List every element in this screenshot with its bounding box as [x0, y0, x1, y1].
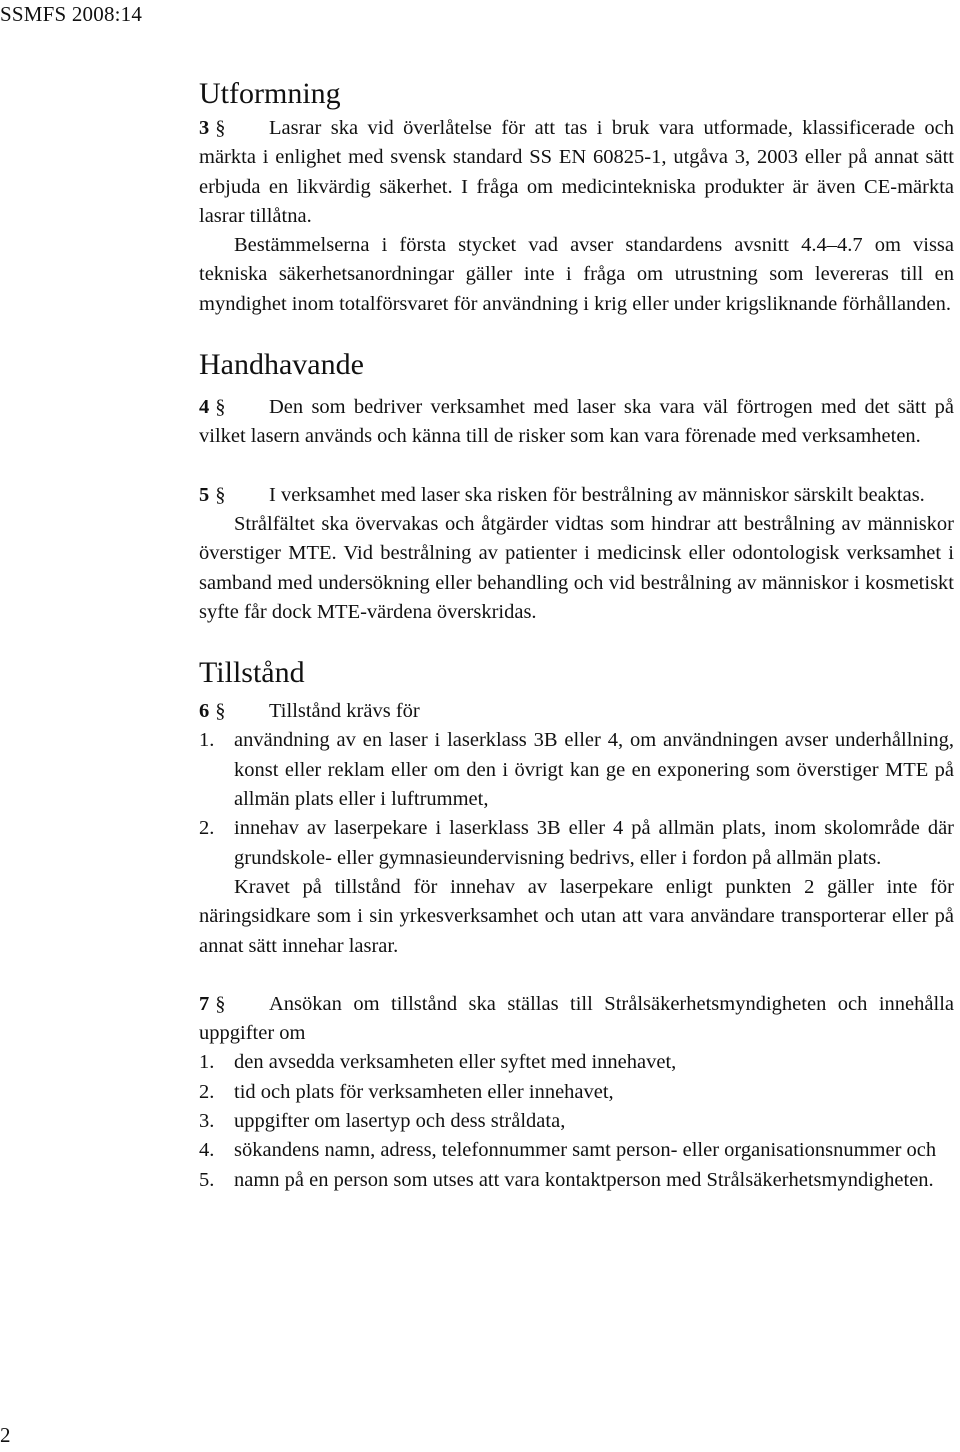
paragraph-6-cont: Kravet på tillstånd för innehav av laserpekare enligt punkten 2 gäller inte för näringsidkare som i sin yrkesverksamhet och utan att vara användare transporterar eller på annat sätt innehar lasrar.	[199, 875, 954, 957]
list-7	[199, 1048, 954, 1194]
paragraph-6	[199, 697, 954, 726]
section-symbol: §	[215, 396, 226, 419]
paragraph-4	[199, 393, 954, 452]
paragraph-5	[199, 481, 954, 510]
list-item: 2. innehav av laserpekare i laserklass 3B eller 4 på allmän plats, inom skolområde där grundskole- eller gymnasieundervisning bedrivs, eller i fordon på allmän plats.	[199, 817, 954, 869]
section-heading-handhavande: Handhavande	[199, 348, 364, 382]
paragraph-7	[199, 990, 954, 1049]
paragraph-text: I verksamhet med laser ska risken för bestrålning av människor särskilt beaktas.	[269, 483, 925, 506]
section-symbol: §	[215, 483, 226, 506]
list-item: 4. sökandens namn, adress, telefonnummer samt person- eller organisationsnummer och	[199, 1139, 937, 1162]
section-symbol: §	[215, 117, 226, 139]
paragraph-3-cont: Bestämmelserna i första stycket vad avser standardens avsnitt 4.4–4.7 om vissa tekniska säkerhetsanordningar gäller inte i fråga om utrustning som levereras till en myndighet inom totalförsvaret för användning i krig eller under krigsliknande förhållanden.	[199, 234, 954, 315]
section-heading-tillstand: Tillstånd	[199, 656, 305, 690]
paragraph-text: Den som bedriver verksamhet med laser ska vara väl förtrogen med det sätt på vilket lasern används och känna till de risker som kan vara förenade med verksamheten.	[199, 396, 954, 448]
paragraph-5-cont: Strålfältet ska övervakas och åtgärder vidtas som hindrar att bestrålning av människor överstiger MTE. Vid bestrålning av patienter i medicinsk eller odontologisk verksamhet i samband med undersökning eller behandling och vid bestrålning av människor i kosmetiskt syfte får dock MTE-värdena överskridas.	[199, 512, 954, 623]
section-symbol: §	[215, 992, 226, 1015]
section-heading-utformning: Utformning	[199, 77, 341, 110]
list-item: 3. uppgifter om lasertyp och dess stråldata,	[199, 1110, 566, 1133]
list-item: 5. namn på en person som utses att vara kontaktperson med Strålsäkerhetsmyndigheten.	[199, 1168, 934, 1191]
list-6	[199, 726, 954, 872]
section-symbol: §	[215, 700, 226, 723]
paragraph-text: Ansökan om tillstånd ska ställas till Strålsäkerhetsmyndigheten och innehålla uppgifter om	[199, 992, 954, 1045]
list-item: 1. den avsedda verksamheten eller syftet med innehavet,	[199, 1051, 677, 1074]
section-number: 7 §	[199, 992, 226, 1015]
page-number: 2	[0, 1423, 11, 1447]
list-item: 2. tid och plats för verksamheten eller innehavet,	[199, 1080, 614, 1103]
paragraph-text: Lasrar ska vid överlåtelse för att tas i bruk vara utformade, klassificerade och märkta i enlighet med svensk standard SS EN 60825-1, utgåva 3, 2003 eller på annat sätt erbjuda en likvärdig säkerhet. I fråga om medicintekniska produkter är även CE-märkta lasrar tillåtna.	[199, 117, 954, 227]
section-number: 4 §	[199, 396, 226, 419]
paragraph-text: Tillstånd krävs för	[269, 700, 420, 723]
list-item: 1. användning av en laser i laserklass 3B eller 4, om användningen avser underhållning, konst eller reklam eller om den i övrigt kan ge en exponering som överstiger MTE på allmän plats eller i luftrummet,	[199, 729, 954, 811]
section-number: 6 §	[199, 700, 226, 723]
running-head: SSMFS 2008:14	[0, 2, 143, 26]
section-number: 5 §	[199, 483, 226, 506]
paragraph-3	[199, 114, 954, 231]
section-number: 3 §	[199, 117, 226, 139]
document-body	[199, 74, 954, 1195]
